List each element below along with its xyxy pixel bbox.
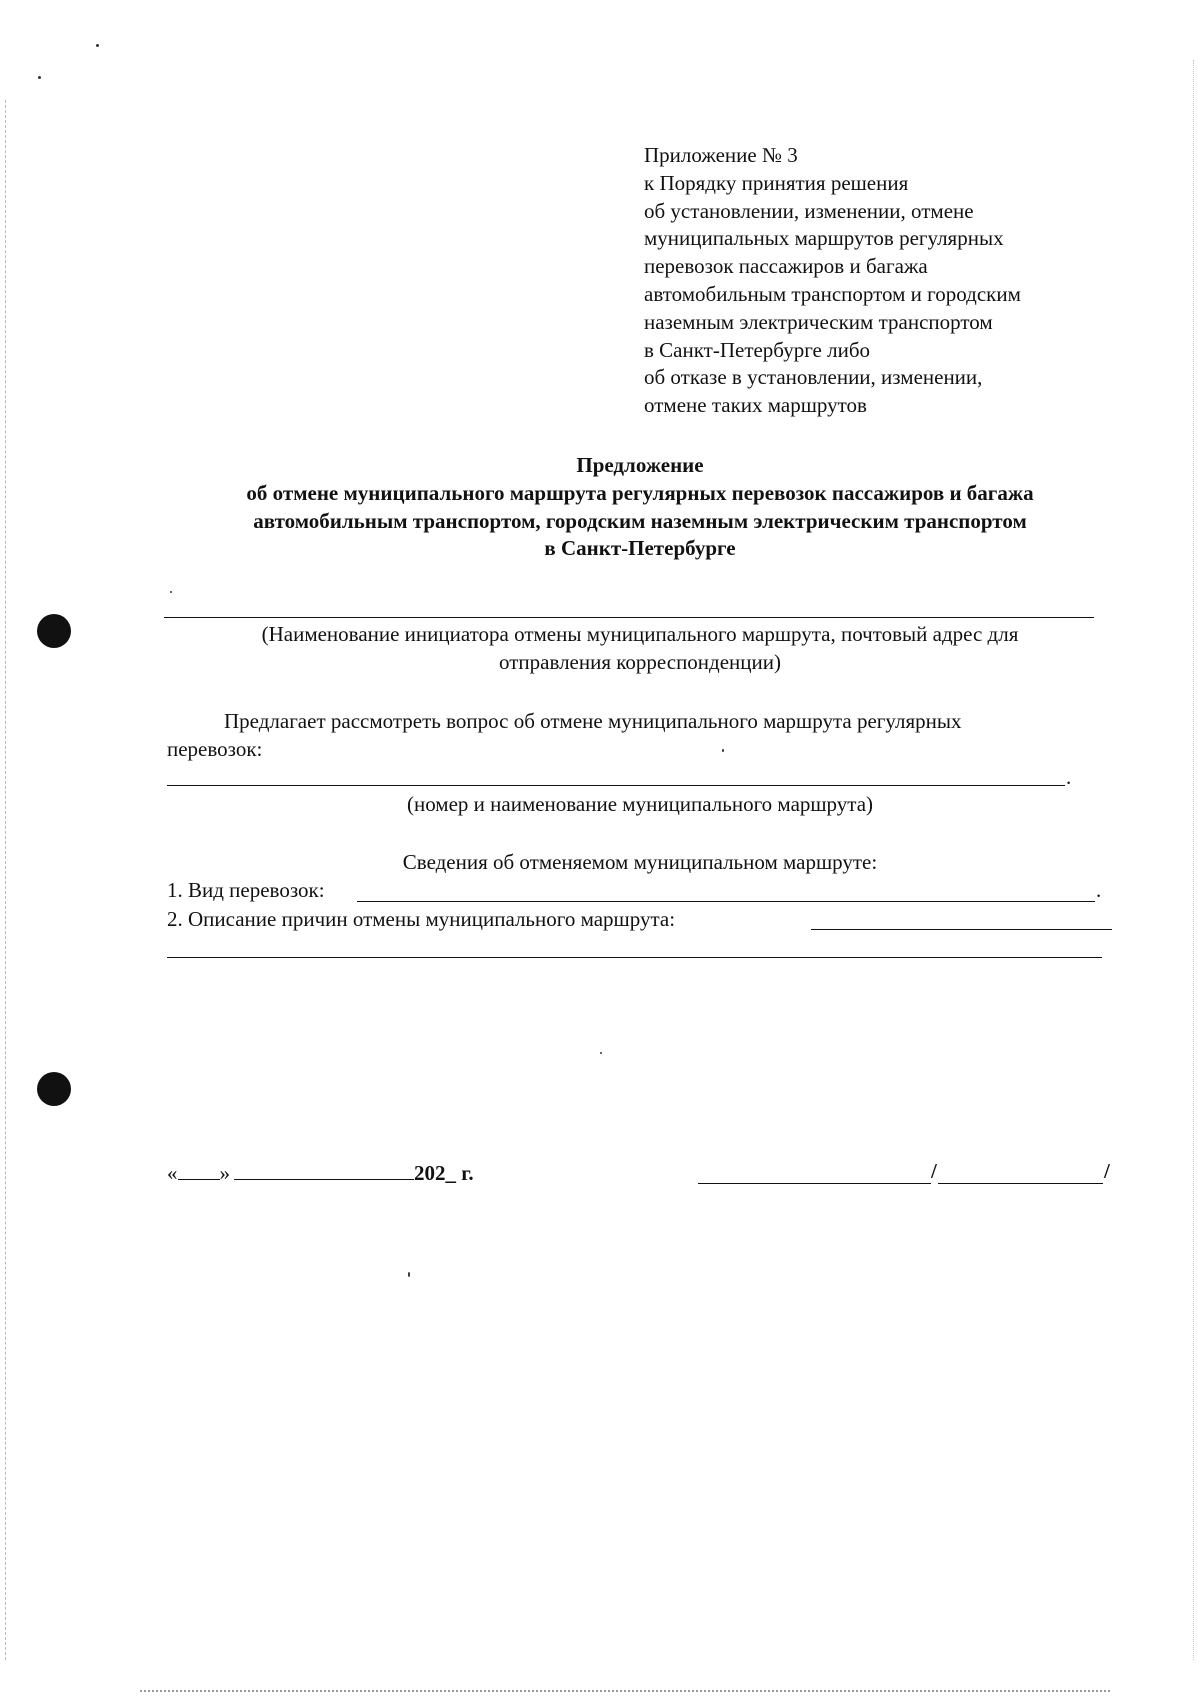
annex-header	[644, 142, 1144, 420]
proposal-text-line-2: перевозок:	[167, 737, 263, 761]
date-quote-open: «	[167, 1161, 178, 1185]
document-title	[150, 452, 1130, 563]
annex-line: наземным электрическим транспортом	[644, 309, 993, 334]
title-heading: Предложение	[576, 453, 704, 477]
proposal-text-line-1: Предлагает рассмотреть вопрос об отмене муниципального маршрута регулярных	[224, 709, 962, 733]
scan-speck	[600, 1052, 602, 1054]
signature-input-line[interactable]	[698, 1183, 931, 1184]
initiator-input-line[interactable]	[164, 617, 1094, 618]
date-day-input[interactable]	[178, 1159, 220, 1180]
annex-line: перевозок пассажиров и багажа	[644, 254, 928, 279]
signature-slash-1: /	[931, 1159, 937, 1183]
reasons-input-line-2[interactable]	[167, 957, 1102, 958]
reasons-label: 2. Описание причин отмены муниципального маршрута:	[167, 907, 676, 931]
signature-name-input-line[interactable]	[938, 1183, 1103, 1184]
route-input-line[interactable]	[167, 785, 1065, 786]
scan-right-edge	[1193, 60, 1195, 1660]
transport-type-input-line[interactable]	[357, 901, 1095, 902]
title-line-3: в Санкт-Петербурге	[544, 536, 736, 561]
annex-line: к Порядку принятия решения	[644, 170, 909, 195]
annex-line: муниципальных маршрутов регулярных	[644, 226, 1004, 251]
route-caption: (номер и наименование муниципального маршрута)	[406, 792, 874, 816]
initiator-caption-line-2: отправления корреспонденции)	[498, 650, 781, 674]
annex-line: об отказе в установлении, изменении,	[644, 365, 983, 390]
date-field	[167, 1159, 474, 1187]
annex-line: об установлении, изменении, отмене	[644, 198, 974, 223]
annex-line: в Санкт-Петербурге либо	[644, 337, 871, 362]
transport-type-end-mark: .	[1096, 878, 1102, 902]
signature-slash-2: /	[1104, 1159, 1110, 1183]
title-line-2: автомобильным транспортом, городским наземным электрическим транспортом	[253, 508, 1027, 533]
scan-speck	[38, 76, 41, 79]
details-heading: Сведения об отменяемом муниципальном маршруте:	[402, 850, 878, 874]
reasons-input-line[interactable]	[811, 929, 1112, 930]
annex-line: Приложение № 3	[644, 143, 798, 167]
initiator-caption	[150, 620, 1130, 676]
punch-hole-bottom	[37, 1072, 71, 1106]
annex-line: автомобильным транспортом и городским	[644, 281, 1021, 306]
scan-speck	[170, 591, 172, 593]
scan-bottom-edge	[140, 1690, 1110, 1693]
scan-speck	[722, 749, 724, 752]
date-month-input[interactable]	[234, 1159, 414, 1180]
scan-speck	[408, 1272, 410, 1277]
title-line-1: об отмене муниципального маршрута регулярных перевозок пассажиров и багажа	[246, 480, 1034, 505]
transport-type-label: 1. Вид перевозок:	[167, 878, 325, 902]
scan-speck	[96, 44, 99, 47]
date-quote-close: »	[219, 1161, 230, 1185]
scan-left-edge	[5, 100, 7, 1660]
annex-line: отмене таких маршрутов	[644, 393, 867, 418]
punch-hole-top	[37, 614, 71, 648]
route-end-mark: .	[1066, 765, 1072, 789]
date-year-text: 202_ г.	[414, 1161, 474, 1185]
initiator-caption-line-1: (Наименование инициатора отмены муниципального маршрута, почтовый адрес для	[261, 622, 1019, 646]
